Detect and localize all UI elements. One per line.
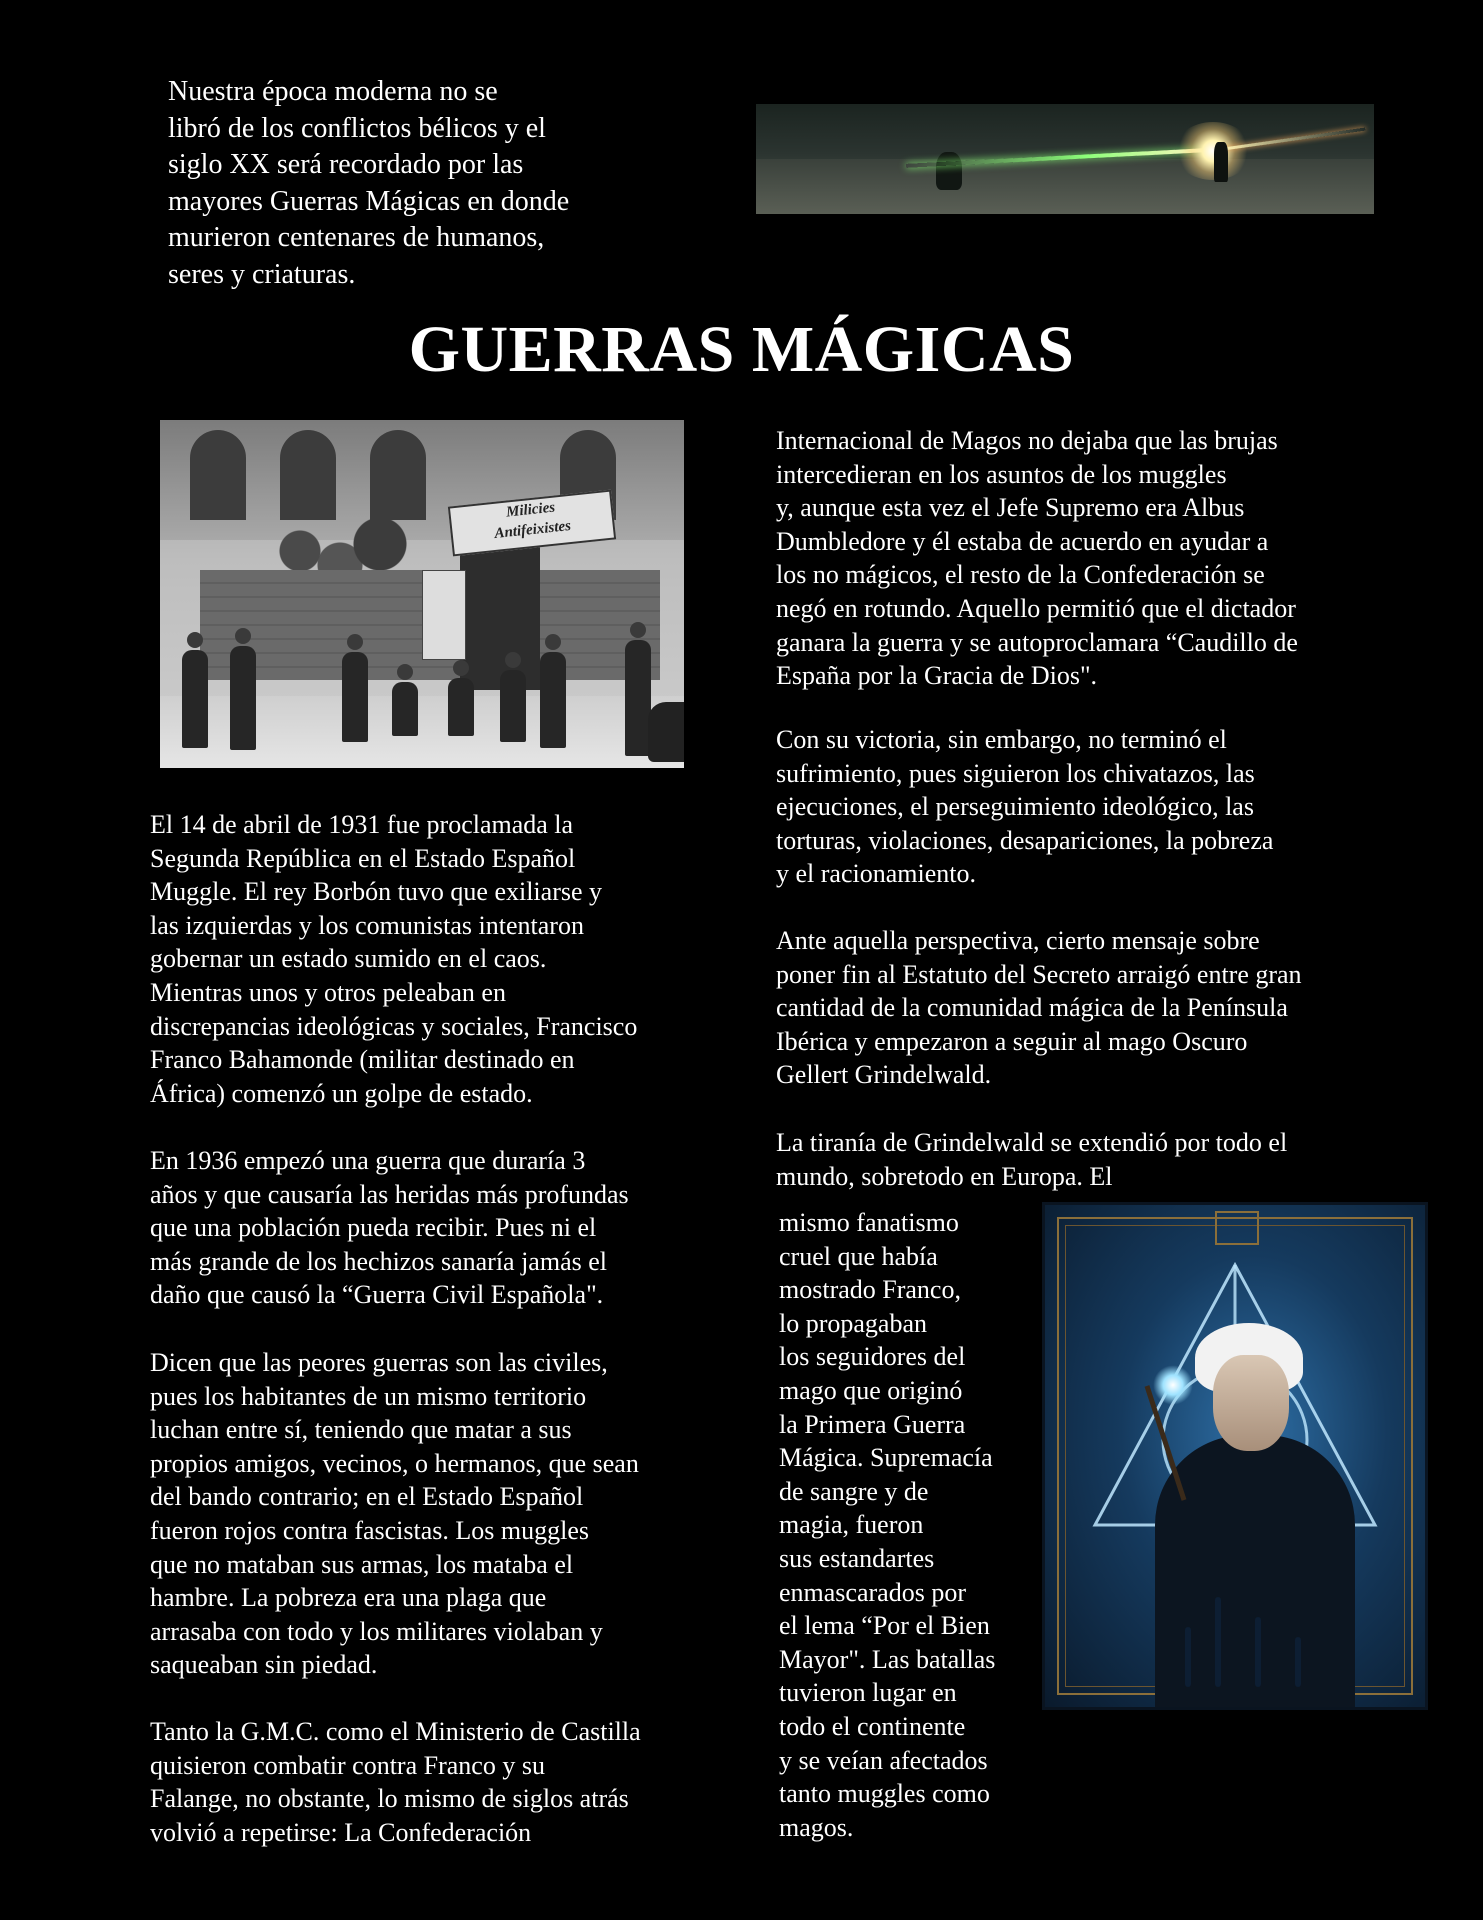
right-paragraph-4: La tiranía de Grindelwald se extendió por todo el mundo, sobretodo en Europa. El (776, 1128, 1288, 1191)
right-paragraph-1: Internacional de Magos no dejaba que las brujas intercedieran en los asuntos de los muggles y, aunque esta vez el Jefe Supremo era Albus Dumbledore y él estaba de acuerdo en ayudar a los no mágicos, el resto de la Confederación se negó en rotundo. Aquello permitió que el dictador ganara la guerra y se autoproclamara “Caudillo de España por la Gracia de Dios". (776, 426, 1298, 691)
right-paragraph-2: Con su victoria, sin embargo, no terminó el sufrimiento, pues siguieron los chivatazos, las ejecuciones, el perseguimiento ideológico, las torturas, violaciones, desapariciones, la pobreza y el racionamiento. (776, 725, 1274, 889)
right-paragraph-5: mismo fanatismo cruel que había mostrado Franco, lo propagaban los seguidores del mago que originó la Primera Guerra Mágica. Supremacía de sangre y de magia, fueron sus estandartes enmascarados por el lema “Por el Bien Mayor". Las batallas tuvieron lugar en todo el continente y se veían afectados tanto muggles como magos. (779, 1208, 996, 1842)
left-paragraph-1: El 14 de abril de 1931 fue proclamada la Segunda República en el Estado Español Muggle. El rey Borbón tuvo que exiliarse y las izquierdas y los comunistas intentaron gobernar un estado sumido en el caos. Mientras unos y otros peleaban en discrepancias ideológicas y sociales, Francisco Franco Bahamonde (militar destinado en África) comenzó un golpe de estado. (150, 810, 638, 1108)
intro-paragraph: Nuestra época moderna no se libró de los conflictos bélicos y el siglo XX será recordado por las mayores Guerras Mágicas en donde murieron centenares de humanos, seres y criaturas. (168, 76, 570, 290)
left-paragraph-3: Dicen que las peores guerras son las civiles, pues los habitantes de un mismo territorio luchan entre sí, teniendo que matar a sus propios amigos, vecinos, o hermanos, que sean del bando contrario; en el Estado Español fueron rojos contra fascistas. Los muggles que no mataban sus armas, los mataba el hambre. La pobreza era una plaga que arrasaba con todo y los militares violaban y saqueaban sin piedad. (150, 1348, 639, 1680)
wizard-duel-image (756, 104, 1374, 214)
page-title: GUERRAS MÁGICAS (408, 313, 1075, 386)
left-paragraph-4: Tanto la G.M.C. como el Ministerio de Castilla quisieron combatir contra Franco y su Falange, no obstante, lo mismo de siglos atrás volvió a repetirse: La Confederación (150, 1717, 641, 1847)
militia-sign: Milicies Antifeixistes (448, 490, 616, 557)
grindelwald-poster (1042, 1202, 1428, 1710)
civil-war-photo (160, 420, 684, 768)
left-paragraph-2: En 1936 empezó una guerra que duraría 3 años y que causaría las heridas más profundas que una población pueda recibir. Pues ni el más grande de los hechizos sanaría jamás el daño que causó la “Guerra Civil Española". (150, 1146, 629, 1310)
right-paragraph-3: Ante aquella perspectiva, cierto mensaje sobre poner fin al Estatuto del Secreto arraigó entre gran cantidad de la comunidad mágica de la Península Ibérica y empezaron a seguir al mago Oscuro Gellert Grindelwald. (776, 926, 1302, 1090)
